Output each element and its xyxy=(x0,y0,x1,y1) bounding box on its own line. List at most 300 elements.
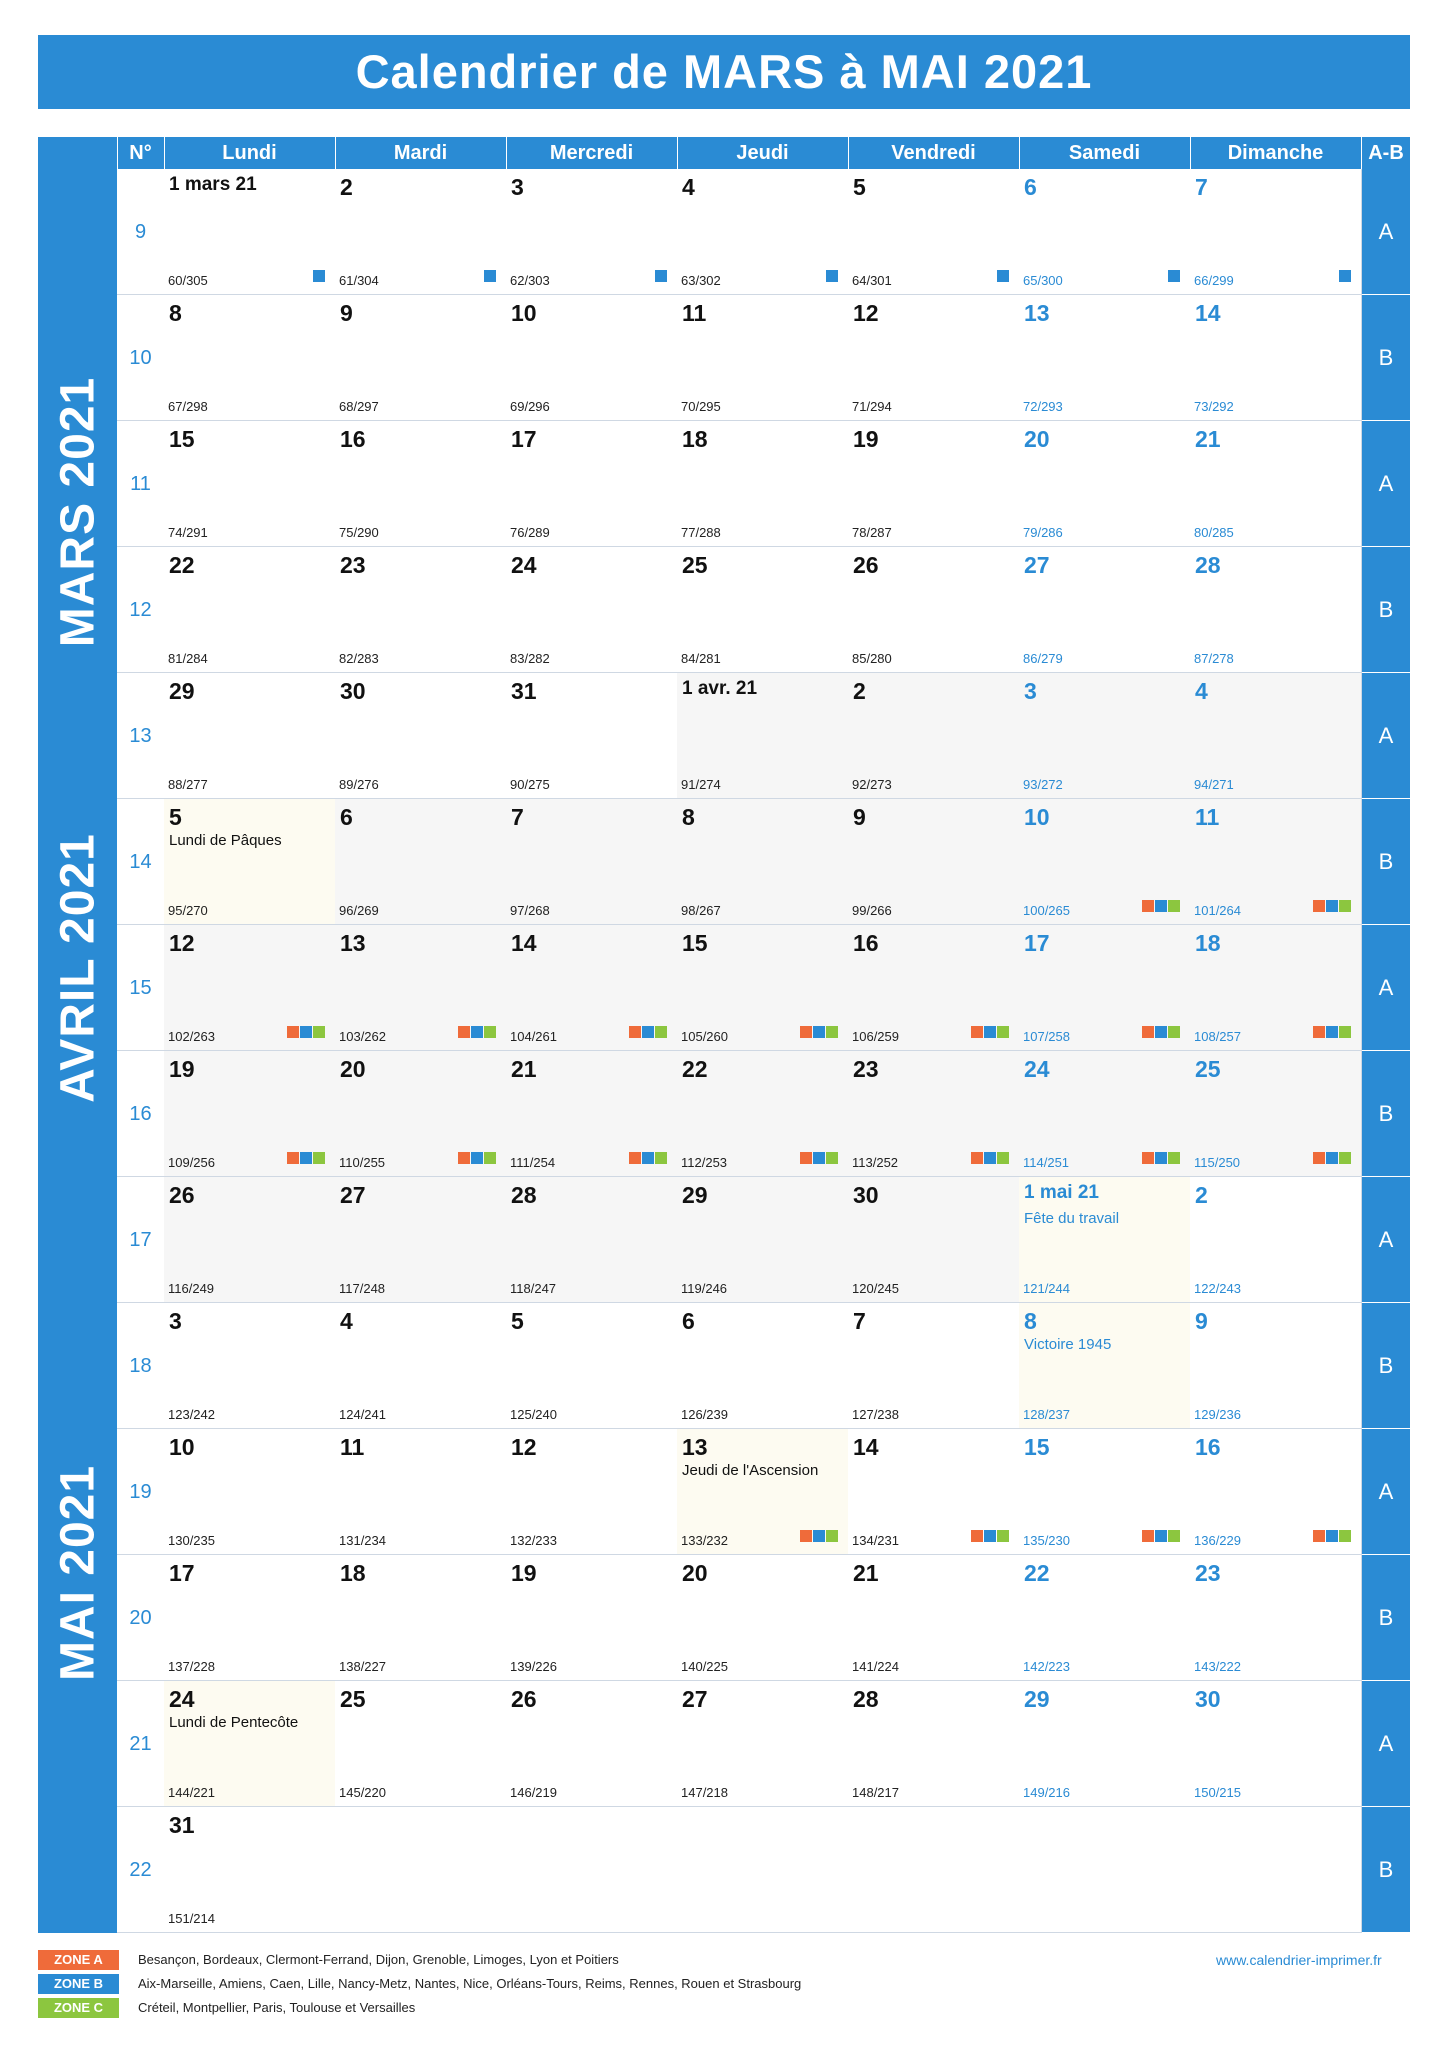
day-of-year: 110/255 xyxy=(339,1155,386,1170)
day-cell[interactable] xyxy=(506,1177,678,1303)
zone-b-marker xyxy=(1155,1152,1167,1164)
day-cell[interactable] xyxy=(335,1051,507,1177)
zone-b-marker xyxy=(484,270,496,282)
day-number: 16 xyxy=(1195,1434,1221,1460)
zone-a-marker xyxy=(287,1152,299,1164)
zone-a-marker xyxy=(1313,1026,1325,1038)
day-cell[interactable] xyxy=(335,799,507,925)
zone-a-marker xyxy=(1142,900,1154,912)
day-cell[interactable] xyxy=(1190,1303,1362,1429)
day-cell[interactable] xyxy=(1019,1429,1191,1555)
vacation-zones xyxy=(1142,1530,1180,1543)
day-number: 23 xyxy=(1195,1560,1221,1586)
day-cell[interactable] xyxy=(848,1051,1020,1177)
day-of-year: 133/232 xyxy=(681,1533,728,1548)
zone-c-marker xyxy=(1339,1152,1351,1164)
zone-b-marker xyxy=(1326,1026,1338,1038)
page-title: Calendrier de MARS à MAI 2021 xyxy=(38,35,1410,109)
day-of-year: 122/243 xyxy=(1194,1281,1241,1296)
zone-label: ZONE C xyxy=(38,1998,119,2018)
day-of-year: 61/304 xyxy=(339,273,379,288)
day-of-year: 142/223 xyxy=(1023,1659,1070,1674)
day-cell[interactable] xyxy=(164,421,336,547)
zone-a-marker xyxy=(1142,1530,1154,1542)
day-cell[interactable] xyxy=(677,1429,849,1555)
header-divider xyxy=(335,137,336,169)
week-ab: A xyxy=(1362,421,1410,547)
day-of-year: 84/281 xyxy=(681,651,721,666)
day-number: 4 xyxy=(340,1308,353,1334)
day-of-year: 137/228 xyxy=(168,1659,215,1674)
day-cell[interactable] xyxy=(335,673,507,799)
zone-c-marker xyxy=(484,1152,496,1164)
zone-c-marker xyxy=(997,1530,1009,1542)
day-cell[interactable] xyxy=(506,1555,678,1681)
day-cell[interactable] xyxy=(506,295,678,421)
day-number: 18 xyxy=(682,426,708,452)
day-of-year: 60/305 xyxy=(168,273,208,288)
vacation-zones xyxy=(458,1152,496,1165)
day-cell[interactable] xyxy=(1019,799,1191,925)
day-of-year: 97/268 xyxy=(510,903,550,918)
day-of-year: 147/218 xyxy=(681,1785,728,1800)
header-day-4: Vendredi xyxy=(848,137,1019,169)
day-number: 25 xyxy=(682,552,708,578)
zone-b-marker xyxy=(1326,900,1338,912)
day-of-year: 125/240 xyxy=(510,1407,557,1422)
day-of-year: 138/227 xyxy=(339,1659,386,1674)
day-cell[interactable] xyxy=(164,169,336,295)
day-cell[interactable] xyxy=(335,1429,507,1555)
week-ab: A xyxy=(1362,1177,1410,1303)
day-cell[interactable] xyxy=(677,1177,849,1303)
day-cell[interactable] xyxy=(1190,1681,1362,1807)
vacation-zones xyxy=(1313,1026,1351,1039)
day-number: 13 xyxy=(340,930,366,956)
day-number: 1 mars 21 xyxy=(169,174,257,195)
day-of-year: 80/285 xyxy=(1194,525,1234,540)
zone-c-marker xyxy=(826,1026,838,1038)
day-of-year: 70/295 xyxy=(681,399,721,414)
day-number: 7 xyxy=(853,1308,866,1334)
day-cell[interactable] xyxy=(164,1807,336,1933)
day-cell[interactable] xyxy=(164,1177,336,1303)
day-number: 29 xyxy=(169,678,195,704)
day-cell[interactable] xyxy=(1190,547,1362,673)
vacation-zones xyxy=(1313,1530,1351,1543)
day-cell[interactable] xyxy=(506,547,678,673)
week-number: 10 xyxy=(117,295,164,421)
header-corner xyxy=(38,137,117,169)
day-cell[interactable] xyxy=(164,673,336,799)
day-cell[interactable] xyxy=(1190,1555,1362,1681)
day-of-year: 91/274 xyxy=(681,777,721,792)
day-number: 8 xyxy=(169,300,182,326)
day-cell[interactable] xyxy=(677,295,849,421)
day-number: 20 xyxy=(1024,426,1050,452)
day-of-year: 144/221 xyxy=(168,1785,215,1800)
week-number: 17 xyxy=(117,1177,164,1303)
day-cell[interactable] xyxy=(164,547,336,673)
day-cell[interactable] xyxy=(848,547,1020,673)
day-cell[interactable] xyxy=(335,925,507,1051)
day-cell[interactable] xyxy=(848,1681,1020,1807)
day-number: 12 xyxy=(169,930,195,956)
day-number: 11 xyxy=(1195,804,1220,830)
day-cell[interactable] xyxy=(164,1429,336,1555)
day-cell[interactable] xyxy=(1190,925,1362,1051)
day-cell[interactable] xyxy=(677,799,849,925)
day-cell[interactable] xyxy=(677,1681,849,1807)
week-number: 15 xyxy=(117,925,164,1051)
holiday-name: Lundi de Pâques xyxy=(169,832,282,849)
day-cell[interactable] xyxy=(677,421,849,547)
day-cell[interactable] xyxy=(1019,1681,1191,1807)
day-cell[interactable] xyxy=(1190,295,1362,421)
day-number: 2 xyxy=(340,174,353,200)
zone-c-marker xyxy=(997,1152,1009,1164)
zone-a-marker xyxy=(1142,1026,1154,1038)
header-divider xyxy=(1361,137,1362,169)
day-cell[interactable] xyxy=(506,799,678,925)
day-of-year: 117/248 xyxy=(339,1281,386,1296)
day-of-year: 140/225 xyxy=(681,1659,728,1674)
day-number: 22 xyxy=(682,1056,708,1082)
day-number: 1 avr. 21 xyxy=(682,678,758,699)
day-cell[interactable] xyxy=(677,547,849,673)
zone-label: ZONE B xyxy=(38,1974,119,1994)
day-number: 15 xyxy=(682,930,708,956)
day-number: 1 mai 21 xyxy=(1024,1182,1099,1203)
day-cell[interactable] xyxy=(506,1681,678,1807)
week-number: 20 xyxy=(117,1555,164,1681)
day-number: 17 xyxy=(511,426,537,452)
day-number: 20 xyxy=(682,1560,708,1586)
holiday-name: Lundi de Pentecôte xyxy=(169,1714,299,1731)
header-divider xyxy=(1190,137,1191,169)
day-cell[interactable] xyxy=(335,295,507,421)
day-cell[interactable] xyxy=(1019,169,1191,295)
day-number: 24 xyxy=(169,1686,195,1712)
day-of-year: 66/299 xyxy=(1194,273,1234,288)
day-cell[interactable] xyxy=(1019,1555,1191,1681)
day-cell[interactable] xyxy=(677,925,849,1051)
day-cell[interactable] xyxy=(677,169,849,295)
day-of-year: 105/260 xyxy=(681,1029,728,1044)
day-cell[interactable] xyxy=(848,1429,1020,1555)
header-divider xyxy=(117,137,118,169)
day-number: 19 xyxy=(853,426,879,452)
header-day-5: Samedi xyxy=(1019,137,1190,169)
day-cell[interactable] xyxy=(1019,1177,1191,1303)
day-number: 5 xyxy=(511,1308,524,1334)
day-number: 23 xyxy=(340,552,366,578)
day-of-year: 148/217 xyxy=(852,1785,899,1800)
calendar-grid xyxy=(38,137,1410,1944)
header-day-1: Mardi xyxy=(335,137,506,169)
day-cell[interactable] xyxy=(335,1303,507,1429)
zone-c-marker xyxy=(1339,900,1351,912)
zone-c-marker xyxy=(1168,900,1180,912)
zone-a-marker xyxy=(1142,1152,1154,1164)
day-of-year: 83/282 xyxy=(510,651,550,666)
vacation-zones xyxy=(1339,270,1351,283)
day-cell[interactable] xyxy=(677,673,849,799)
zone-b-marker xyxy=(655,270,667,282)
vacation-zones xyxy=(655,270,667,283)
day-cell[interactable] xyxy=(335,1555,507,1681)
vacation-zones xyxy=(629,1152,667,1165)
day-cell[interactable] xyxy=(164,1303,336,1429)
day-of-year: 71/294 xyxy=(852,399,892,414)
day-number: 24 xyxy=(511,552,537,578)
week-number: 16 xyxy=(117,1051,164,1177)
day-of-year: 67/298 xyxy=(168,399,208,414)
day-cell[interactable] xyxy=(677,1555,849,1681)
day-cell[interactable] xyxy=(848,925,1020,1051)
day-of-year: 139/226 xyxy=(510,1659,557,1674)
day-of-year: 86/279 xyxy=(1023,651,1063,666)
month-label-1: AVRIL 2021 xyxy=(51,833,105,1103)
day-number: 10 xyxy=(511,300,537,326)
day-number: 9 xyxy=(340,300,353,326)
day-number: 25 xyxy=(1195,1056,1221,1082)
day-number: 26 xyxy=(169,1182,195,1208)
vacation-zones xyxy=(1313,1152,1351,1165)
day-cell[interactable] xyxy=(335,547,507,673)
day-of-year: 88/277 xyxy=(168,777,208,792)
vacation-zones xyxy=(287,1026,325,1039)
day-cell[interactable] xyxy=(506,673,678,799)
day-of-year: 103/262 xyxy=(339,1029,386,1044)
day-of-year: 95/270 xyxy=(168,903,208,918)
day-number: 19 xyxy=(169,1056,195,1082)
day-cell[interactable] xyxy=(164,1051,336,1177)
day-cell[interactable] xyxy=(164,1555,336,1681)
zone-a-marker xyxy=(800,1152,812,1164)
day-of-year: 64/301 xyxy=(852,273,892,288)
day-number: 21 xyxy=(1195,426,1221,452)
zone-c-marker xyxy=(1168,1530,1180,1542)
zone-b-marker xyxy=(300,1152,312,1164)
day-cell[interactable] xyxy=(1019,1051,1191,1177)
day-number: 12 xyxy=(853,300,879,326)
vacation-zones xyxy=(484,270,496,283)
week-ab: A xyxy=(1362,673,1410,799)
week-ab: B xyxy=(1362,1051,1410,1177)
day-of-year: 114/251 xyxy=(1023,1155,1070,1170)
day-of-year: 121/244 xyxy=(1023,1281,1070,1296)
day-of-year: 78/287 xyxy=(852,525,892,540)
day-of-year: 90/275 xyxy=(510,777,550,792)
day-cell[interactable] xyxy=(848,295,1020,421)
day-cell[interactable] xyxy=(677,1051,849,1177)
day-of-year: 112/253 xyxy=(681,1155,728,1170)
day-number: 26 xyxy=(853,552,879,578)
day-of-year: 128/237 xyxy=(1023,1407,1070,1422)
day-cell[interactable] xyxy=(335,421,507,547)
week-number: 18 xyxy=(117,1303,164,1429)
zone-c-marker xyxy=(1168,1152,1180,1164)
week-number: 14 xyxy=(117,799,164,925)
header-day-0: Lundi xyxy=(164,137,335,169)
day-number: 23 xyxy=(853,1056,879,1082)
day-cell[interactable] xyxy=(506,1051,678,1177)
day-cell[interactable] xyxy=(506,925,678,1051)
day-of-year: 62/303 xyxy=(510,273,550,288)
day-number: 22 xyxy=(1024,1560,1050,1586)
day-of-year: 69/296 xyxy=(510,399,550,414)
day-cell[interactable] xyxy=(848,799,1020,925)
zone-b-marker xyxy=(813,1026,825,1038)
header-divider xyxy=(164,137,165,169)
zone-a-marker xyxy=(971,1530,983,1542)
day-cell[interactable] xyxy=(1190,169,1362,295)
day-number: 28 xyxy=(853,1686,879,1712)
vacation-zones xyxy=(313,270,325,283)
day-cell[interactable] xyxy=(335,169,507,295)
day-cell xyxy=(506,1807,678,1933)
day-cell[interactable] xyxy=(1019,547,1191,673)
day-of-year: 63/302 xyxy=(681,273,721,288)
day-number: 24 xyxy=(1024,1056,1050,1082)
day-of-year: 73/292 xyxy=(1194,399,1234,414)
day-number: 30 xyxy=(853,1182,879,1208)
day-of-year: 100/265 xyxy=(1023,903,1070,918)
day-of-year: 81/284 xyxy=(168,651,208,666)
day-cell[interactable] xyxy=(1190,799,1362,925)
vacation-zones xyxy=(971,1530,1009,1543)
week-ab: B xyxy=(1362,547,1410,673)
zone-b-marker xyxy=(1326,1152,1338,1164)
day-number: 21 xyxy=(511,1056,537,1082)
header-divider xyxy=(677,137,678,169)
day-of-year: 93/272 xyxy=(1023,777,1063,792)
zone-c-marker xyxy=(655,1152,667,1164)
day-number: 7 xyxy=(1195,174,1208,200)
week-number: 22 xyxy=(117,1807,164,1933)
day-cell xyxy=(677,1807,849,1933)
day-number: 26 xyxy=(511,1686,537,1712)
day-cell[interactable] xyxy=(1019,1303,1191,1429)
zone-b-marker xyxy=(826,270,838,282)
day-of-year: 141/224 xyxy=(852,1659,899,1674)
day-cell[interactable] xyxy=(164,799,336,925)
website-link[interactable]: www.calendrier-imprimer.fr xyxy=(1216,1952,1382,1968)
day-cell[interactable] xyxy=(1019,421,1191,547)
week-ab: B xyxy=(1362,1807,1410,1933)
zone-a-marker xyxy=(1313,1152,1325,1164)
day-cell[interactable] xyxy=(335,1177,507,1303)
day-cell[interactable] xyxy=(1019,925,1191,1051)
day-cell xyxy=(335,1807,507,1933)
day-cell[interactable] xyxy=(1019,295,1191,421)
day-number: 14 xyxy=(1195,300,1221,326)
day-cell[interactable] xyxy=(335,1681,507,1807)
day-cell[interactable] xyxy=(848,169,1020,295)
day-of-year: 136/229 xyxy=(1194,1533,1241,1548)
day-number: 16 xyxy=(340,426,366,452)
day-number: 3 xyxy=(1024,678,1037,704)
zone-c-marker xyxy=(655,1026,667,1038)
day-cell[interactable] xyxy=(1190,1051,1362,1177)
day-cell[interactable] xyxy=(1190,1177,1362,1303)
day-cell[interactable] xyxy=(848,1555,1020,1681)
day-cell[interactable] xyxy=(506,1303,678,1429)
day-of-year: 68/297 xyxy=(339,399,379,414)
day-number: 18 xyxy=(340,1560,366,1586)
zone-label: ZONE A xyxy=(38,1950,119,1970)
vacation-zones xyxy=(287,1152,325,1165)
day-cell[interactable] xyxy=(848,1177,1020,1303)
day-number: 10 xyxy=(1024,804,1050,830)
zone-a-marker xyxy=(629,1026,641,1038)
day-of-year: 149/216 xyxy=(1023,1785,1070,1800)
day-number: 13 xyxy=(682,1434,708,1460)
day-number: 9 xyxy=(1195,1308,1208,1334)
day-of-year: 108/257 xyxy=(1194,1029,1241,1044)
day-of-year: 151/214 xyxy=(168,1911,215,1926)
day-of-year: 127/238 xyxy=(852,1407,899,1422)
day-cell[interactable] xyxy=(1190,673,1362,799)
day-number: 4 xyxy=(682,174,695,200)
day-cell[interactable] xyxy=(677,1303,849,1429)
day-of-year: 109/256 xyxy=(168,1155,215,1170)
day-cell[interactable] xyxy=(506,421,678,547)
day-number: 17 xyxy=(169,1560,195,1586)
zone-a-marker xyxy=(800,1026,812,1038)
zone-a-marker xyxy=(458,1026,470,1038)
day-cell[interactable] xyxy=(848,421,1020,547)
day-cell[interactable] xyxy=(1019,673,1191,799)
day-cell[interactable] xyxy=(1190,1429,1362,1555)
day-cell[interactable] xyxy=(848,1303,1020,1429)
day-of-year: 146/219 xyxy=(510,1785,557,1800)
day-number: 17 xyxy=(1024,930,1050,956)
day-cell[interactable] xyxy=(848,673,1020,799)
day-cell[interactable] xyxy=(164,295,336,421)
day-cell[interactable] xyxy=(164,1681,336,1807)
day-number: 18 xyxy=(1195,930,1221,956)
week-ab: A xyxy=(1362,1681,1410,1807)
day-of-year: 79/286 xyxy=(1023,525,1063,540)
day-of-year: 119/246 xyxy=(681,1281,728,1296)
day-number: 28 xyxy=(1195,552,1221,578)
day-cell[interactable] xyxy=(506,1429,678,1555)
day-number: 8 xyxy=(682,804,695,830)
week-ab: B xyxy=(1362,295,1410,421)
day-number: 15 xyxy=(1024,1434,1050,1460)
zone-b-marker xyxy=(984,1530,996,1542)
day-number: 14 xyxy=(511,930,537,956)
day-cell[interactable] xyxy=(164,925,336,1051)
day-number: 27 xyxy=(682,1686,708,1712)
day-number: 5 xyxy=(853,174,866,200)
zone-b-marker xyxy=(1155,1026,1167,1038)
zone-b-marker xyxy=(313,270,325,282)
day-number: 6 xyxy=(1024,174,1037,200)
week-number: 12 xyxy=(117,547,164,673)
header-day-2: Mercredi xyxy=(506,137,677,169)
day-cell[interactable] xyxy=(1190,421,1362,547)
day-cell[interactable] xyxy=(506,169,678,295)
zone-b-marker xyxy=(1155,1530,1167,1542)
zone-b-marker xyxy=(642,1026,654,1038)
holiday-name: Fête du travail xyxy=(1024,1210,1120,1227)
day-cell xyxy=(1019,1807,1191,1933)
vacation-zones xyxy=(826,270,838,283)
day-of-year: 129/236 xyxy=(1194,1407,1241,1422)
